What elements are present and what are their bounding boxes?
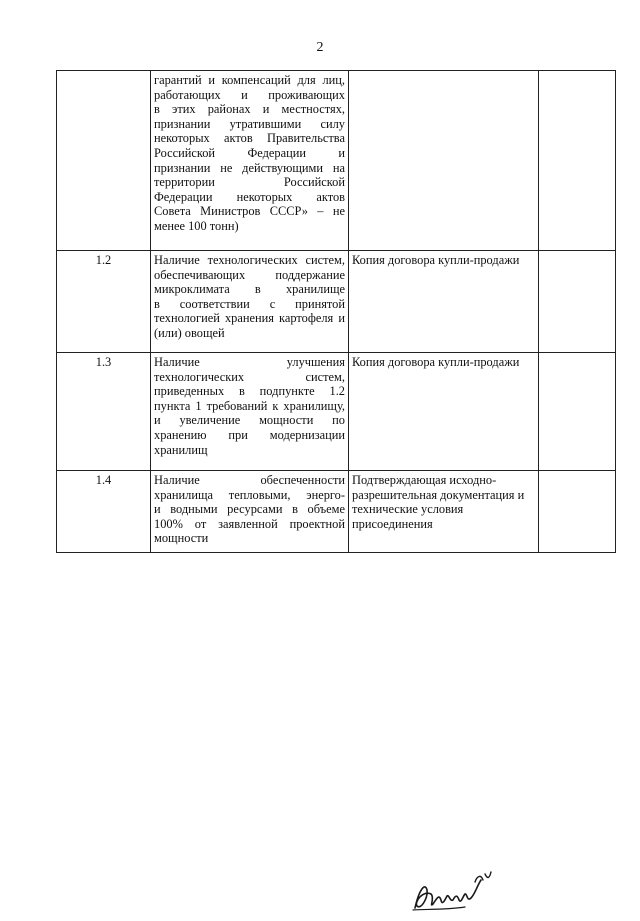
row-number <box>57 71 151 251</box>
requirements-table-body <box>57 71 616 553</box>
document-cell <box>349 71 539 251</box>
requirement-cell <box>151 471 349 553</box>
requirement-line: работающих и проживающих <box>154 87 345 102</box>
requirement-line: хранилищ <box>154 442 208 457</box>
document-cell: Подтверждающая исходно-разрешительная документация и технические условия присоединения <box>349 471 539 553</box>
requirement-line: мощности <box>154 531 209 546</box>
requirement-line: Наличие обеспеченности <box>154 473 345 487</box>
requirement-line: и увеличение мощности по <box>154 413 345 428</box>
requirement-cell <box>151 353 349 471</box>
requirement-line: некоторых актов Правительства <box>154 131 345 146</box>
requirement-line: микроклимата в хранилище <box>154 282 345 297</box>
mark-cell <box>539 471 616 553</box>
document-cell: Копия договора купли-продажи <box>349 353 539 471</box>
table-row <box>57 251 616 353</box>
requirement-line: 100% от заявленной проектной <box>154 516 345 531</box>
requirement-line: в этих районах и местностях, <box>154 102 345 117</box>
requirement-line: обеспечивающих поддержание <box>154 267 345 282</box>
requirement-line: хранению при модернизации <box>154 427 345 442</box>
requirement-cell <box>151 71 349 251</box>
document-cell: Копия договора купли-продажи <box>349 251 539 353</box>
requirement-line: хранилища тепловыми, энерго- <box>154 487 345 502</box>
requirement-line: Наличие улучшения <box>154 355 345 369</box>
mark-cell <box>539 251 616 353</box>
requirement-line: в соответствии с принятой <box>154 296 345 311</box>
requirement-line: приведенных в подпункте 1.2 <box>154 384 345 399</box>
page-number: 2 <box>316 40 324 55</box>
mark-cell <box>539 71 616 251</box>
requirement-line: Федерации некоторых актов <box>154 189 345 204</box>
requirement-line: пункта 1 требований к хранилищу, <box>154 398 345 413</box>
requirement-cell <box>151 251 349 353</box>
table-row <box>57 353 616 471</box>
requirement-line: менее 100 тонн) <box>154 218 239 233</box>
signature <box>405 860 505 915</box>
requirement-line: признании утратившими силу <box>154 116 345 131</box>
requirement-line: (или) овощей <box>154 325 225 340</box>
mark-cell <box>539 353 616 471</box>
row-number: 1.2 <box>57 251 151 353</box>
table-row <box>57 71 616 251</box>
row-number: 1.4 <box>57 471 151 553</box>
requirement-line: технологических систем, <box>154 369 345 384</box>
requirement-line: технологией хранения картофеля и <box>154 311 345 326</box>
requirement-line: Совета Министров СССР» – не <box>154 204 345 219</box>
requirement-line: и водными ресурсами в объеме <box>154 502 345 517</box>
row-number: 1.3 <box>57 353 151 471</box>
requirements-table <box>56 70 616 553</box>
requirement-line: Российской Федерации и <box>154 145 345 160</box>
requirement-line: признании не действующими на <box>154 160 345 175</box>
requirement-line: гарантий и компенсаций для лиц, <box>154 73 345 87</box>
table-row <box>57 471 616 553</box>
requirement-line: территории Российской <box>154 175 345 190</box>
requirement-line: Наличие технологических систем, <box>154 253 345 267</box>
